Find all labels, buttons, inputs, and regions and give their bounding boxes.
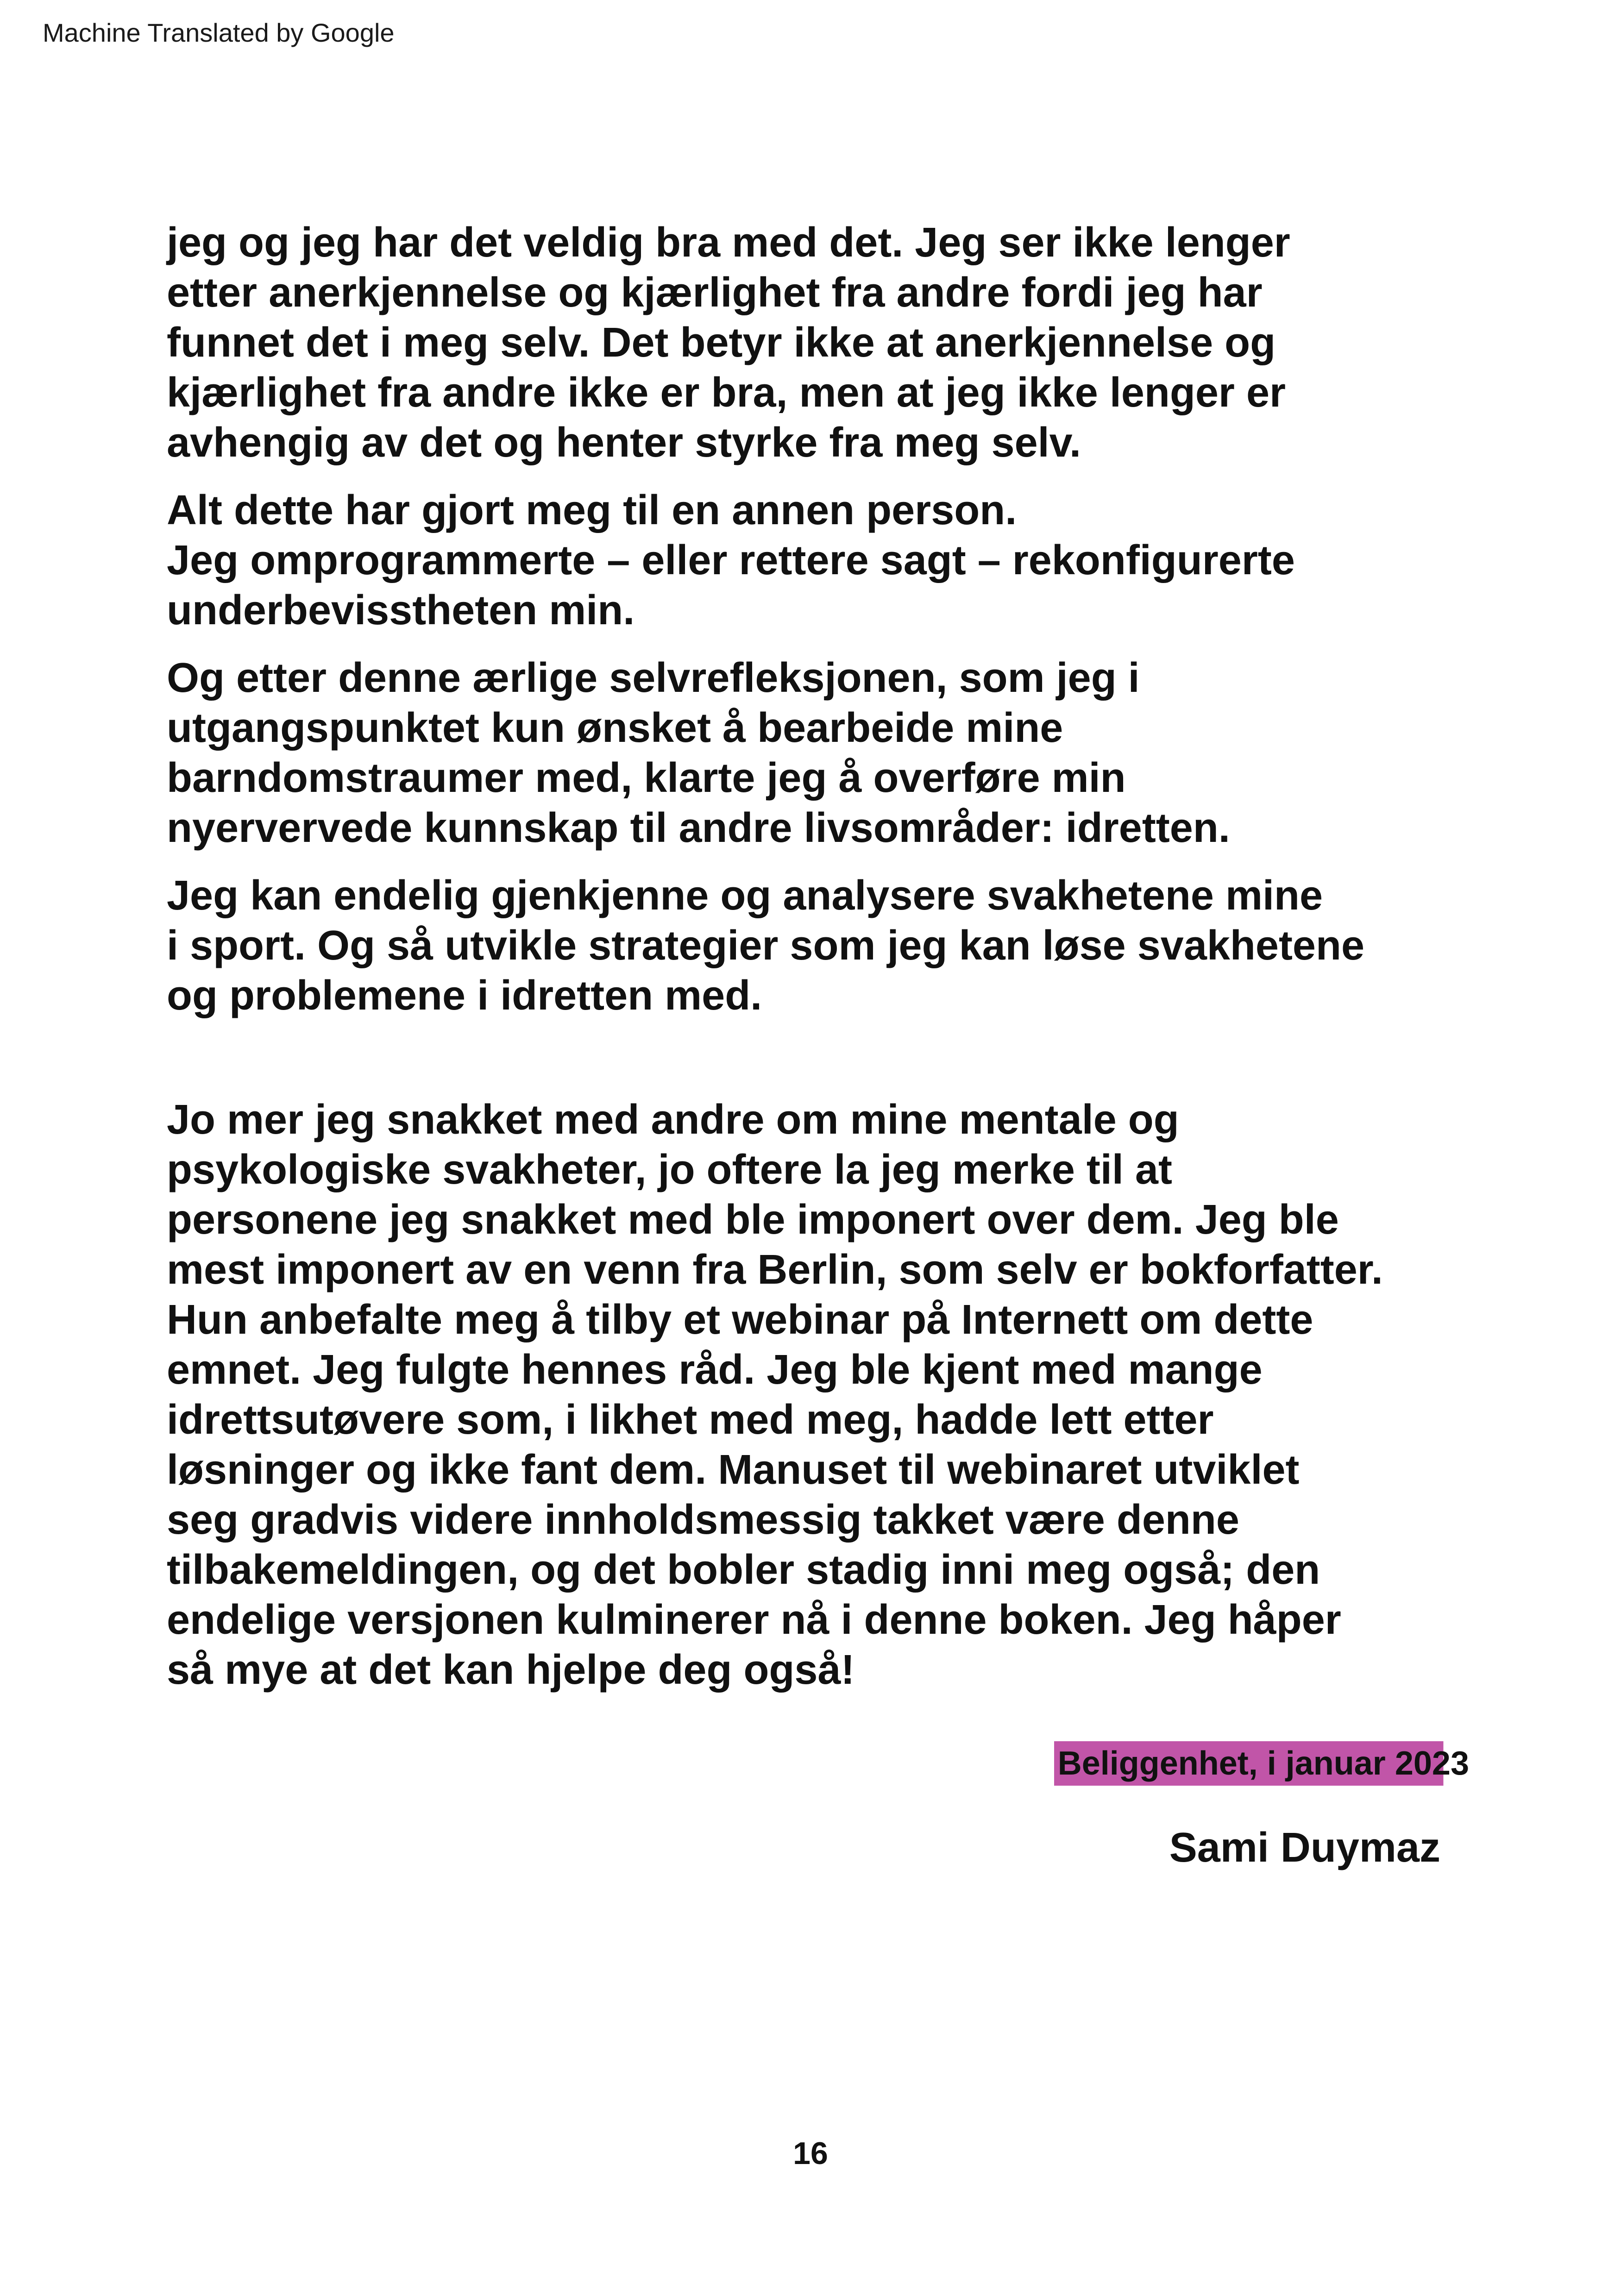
paragraph-5 <box>167 1095 1501 1695</box>
paragraph-line: Hun anbefalte meg å tilby et webinar på Internett om dette <box>167 1297 1313 1343</box>
paragraph-line: endelige versjonen kulminerer nå i denne boken. Jeg håper <box>167 1597 1341 1643</box>
paragraph-4 <box>167 871 1501 1021</box>
paragraph-line: psykologiske svakheter, jo oftere la jeg merke til at <box>167 1147 1172 1193</box>
body-text <box>167 218 1501 1713</box>
paragraph-3 <box>167 653 1501 853</box>
paragraph-line: personene jeg snakket med ble imponert over dem. Jeg ble <box>167 1197 1339 1243</box>
page-number: 16 <box>793 2136 828 2171</box>
paragraph-line: i sport. Og så utvikle strategier som jeg kan løse svakhetene <box>167 922 1365 969</box>
paragraph-line: underbevisstheten min. <box>167 587 635 634</box>
paragraph-line: Og etter denne ærlige selvrefleksjonen, som jeg i <box>167 655 1140 701</box>
machine-translation-notice: Machine Translated by Google <box>43 18 395 47</box>
paragraph-line: avhengig av det og henter styrke fra meg selv. <box>167 420 1081 466</box>
paragraph-line: så mye at det kan hjelpe deg også! <box>167 1647 855 1693</box>
paragraph-line: løsninger og ikke fant dem. Manuset til webinaret utviklet <box>167 1447 1300 1493</box>
paragraph-line: Alt dette har gjort meg til en annen person. <box>167 487 1017 533</box>
paragraph-line: utgangspunktet kun ønsket å bearbeide mine <box>167 705 1063 751</box>
paragraph-line: etter anerkjennelse og kjærlighet fra andre fordi jeg har <box>167 270 1263 316</box>
paragraph-line: og problemene i idretten med. <box>167 972 762 1019</box>
location-date: Beliggenhet, i januar 2023 <box>1054 1741 1473 1786</box>
paragraph-line: idrettsutøvere som, i likhet med meg, hadde lett etter <box>167 1397 1214 1443</box>
author-name: Sami Duymaz <box>1169 1825 1440 1871</box>
paragraph-line: Jeg omprogrammerte – eller rettere sagt – rekonfigurerte <box>167 537 1295 583</box>
paragraph-line: Jeg kan endelig gjenkjenne og analysere svakhetene mine <box>167 872 1323 919</box>
paragraph-line: jeg og jeg har det veldig bra med det. Jeg ser ikke lenger <box>167 220 1290 266</box>
paragraph-line: barndomstraumer med, klarte jeg å overføre min <box>167 755 1126 801</box>
paragraph-line: mest imponert av en venn fra Berlin, som selv er bokforfatter. <box>167 1247 1383 1293</box>
paragraph-line: seg gradvis videre innholdsmessig takket være denne <box>167 1497 1239 1543</box>
signature-block <box>0 1741 1473 1873</box>
paragraph-line: emnet. Jeg fulgte hennes råd. Jeg ble kjent med mange <box>167 1347 1263 1393</box>
paragraph-line: kjærlighet fra andre ikke er bra, men at jeg ikke lenger er <box>167 370 1286 416</box>
paragraph-1 <box>167 218 1501 468</box>
paragraph-line: nyervervede kunnskap til andre livsområder: idretten. <box>167 805 1230 851</box>
paragraph-line: funnet det i meg selv. Det betyr ikke at anerkjennelse og <box>167 320 1276 366</box>
paragraph-line: Jo mer jeg snakket med andre om mine mentale og <box>167 1097 1179 1143</box>
paragraph-2 <box>167 485 1501 635</box>
paragraph-line: tilbakemeldingen, og det bobler stadig inni meg også; den <box>167 1547 1320 1593</box>
